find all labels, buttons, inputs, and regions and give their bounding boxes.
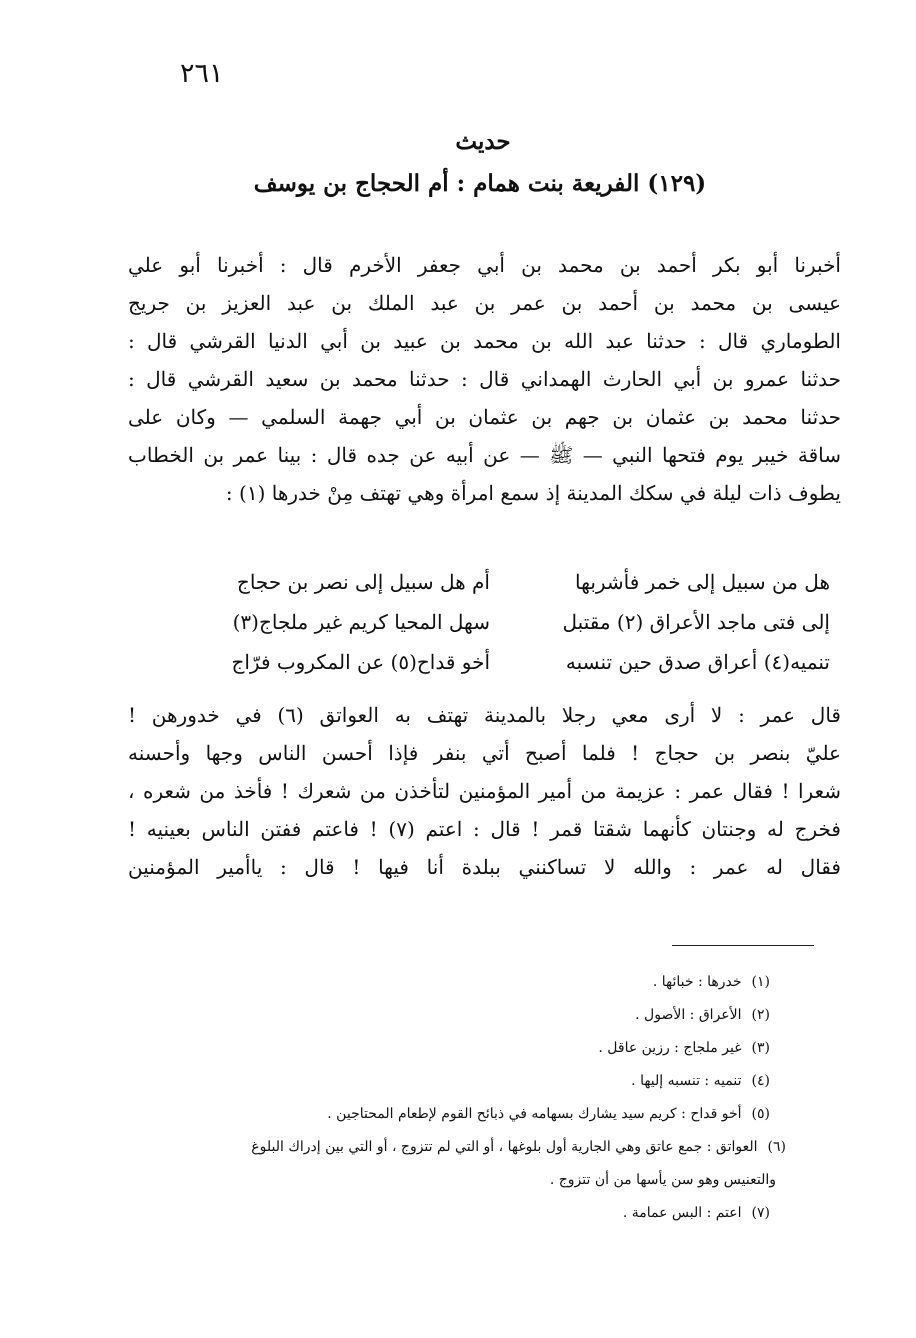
text-line: قال عمر : لا أرى معي رجلا بالمدينة تهتف به العواتق (٦) في خدورهن ! [128,703,841,727]
text-line: حدثنا محمد بن عثمان بن جهم بن عثمان بن أبي جهمة السلمي — وكان على [128,405,841,429]
footnote [120,966,770,999]
verse-second-hemistich: أخو قداح(٥) عن المكروب فرّاج [231,650,490,674]
poem-verse [150,562,830,602]
text-line: حدثنا عمرو بن أبي الحارث الهمداني قال : حدثنا محمد بن سعيد القرشي قال : [128,367,841,391]
text-line: ساقة خيبر يوم فتحها النبي — ﷺ — عن أبيه عن جده قال : بينا عمر بن الخطاب [128,443,841,467]
text-line: عيسى بن محمد بن أحمد بن عمر بن عبد الملك بن عبد العزيز بن جريج [128,291,841,315]
footnotes [120,966,786,1230]
footnote-continuation [70,1164,786,1197]
text-line: أخبرنا أبو بكر أحمد بن محمد بن أبي جعفر الأخرم قال : أخبرنا أبو علي [128,253,841,277]
footnote-text: الأعراق : الأصول . [635,1007,742,1023]
text-line: فقال له عمر : والله لا تساكنني ببلدة أنا فيها ! قال : ياأمير المؤمنين [128,855,841,879]
verse-first-hemistich: إلى فتى ماجد الأعراق (٢) مقتبل [562,610,830,634]
footnote-number: (٣) [751,1040,770,1056]
paragraph-1 [128,246,841,512]
section-title: حديث [455,128,511,155]
footnote [120,1065,770,1098]
footnote-number: (٧) [751,1205,770,1221]
footnote-text: أخو قداح : كريم سيد يشارك بسهامه في ذبائح القوم لإطعام المحتاجين . [327,1106,742,1122]
footnote [120,999,770,1032]
footnote-divider [672,945,814,946]
text-line: فخرج له وجنتان كأنهما شقتا قمر ! قال : اعتم (٧) ! فاعتم ففتن الناس بعينيه ! [128,817,841,841]
poem [150,562,830,682]
verse-second-hemistich: سهل المحيا كريم غير ملجاج(٣) [232,610,490,634]
verse-first-hemistich: هل من سبيل إلى خمر فأشربها [575,570,830,594]
text-line: الطوماري قال : حدثنا عبد الله بن محمد بن عبيد بن أبي الدنيا القرشي قال : [128,329,841,353]
footnote-text: العواتق : جمع عاتق وهي الجارية أول بلوغها ، أو التي لم تتزوج ، أو التي بين إدراك البلوغ [251,1139,758,1155]
text-line: شعرا ! فقال عمر : عزيمة من أمير المؤمنين لتأخذن من شعرك ! فأخذ من شعره ، [128,779,841,803]
paragraph-2 [128,696,841,886]
footnote [120,1098,770,1131]
verse-first-hemistich: تنميه(٤) أعراق صدق حين تنسبه [565,650,830,674]
poem-verse [150,602,830,642]
verse-second-hemistich: أم هل سبيل إلى نصر بن حجاج [236,570,490,594]
footnote [120,1197,770,1230]
footnote-text: والتعنيس وهو سن يأسها من أن تتزوج . [549,1172,776,1188]
footnote-text: اعتم : البس عمامة . [622,1205,742,1221]
footnote-number: (٦) [767,1139,786,1155]
text-line: عليّ بنصر بن حجاج ! فلما أصبح أتي بنفر فإذا أحسن الناس وجها وأحسنه [128,741,841,765]
page-number: ٢٦١ [180,58,224,89]
text-line: يطوف ذات ليلة في سكك المدينة إذ سمع امرأة وهي تهتف مِنْ خدرها (١) : [225,481,841,505]
footnote [120,1032,770,1065]
footnote-text: تنميه : تنسبه إليها . [631,1073,742,1089]
entry-title: (١٢٩) الفريعة بنت همام : أم الحجاج بن يوسف [253,170,707,197]
footnote-number: (٢) [751,1007,770,1023]
footnote-number: (٤) [751,1073,770,1089]
footnote-number: (١) [751,974,770,990]
footnote-text: خدرها : خبائها . [652,974,742,990]
poem-verse [150,642,830,682]
footnote-number: (٥) [751,1106,770,1122]
footnote-text: غير ملجاج : رزين عاقل . [598,1040,742,1056]
footnote [70,1131,786,1164]
